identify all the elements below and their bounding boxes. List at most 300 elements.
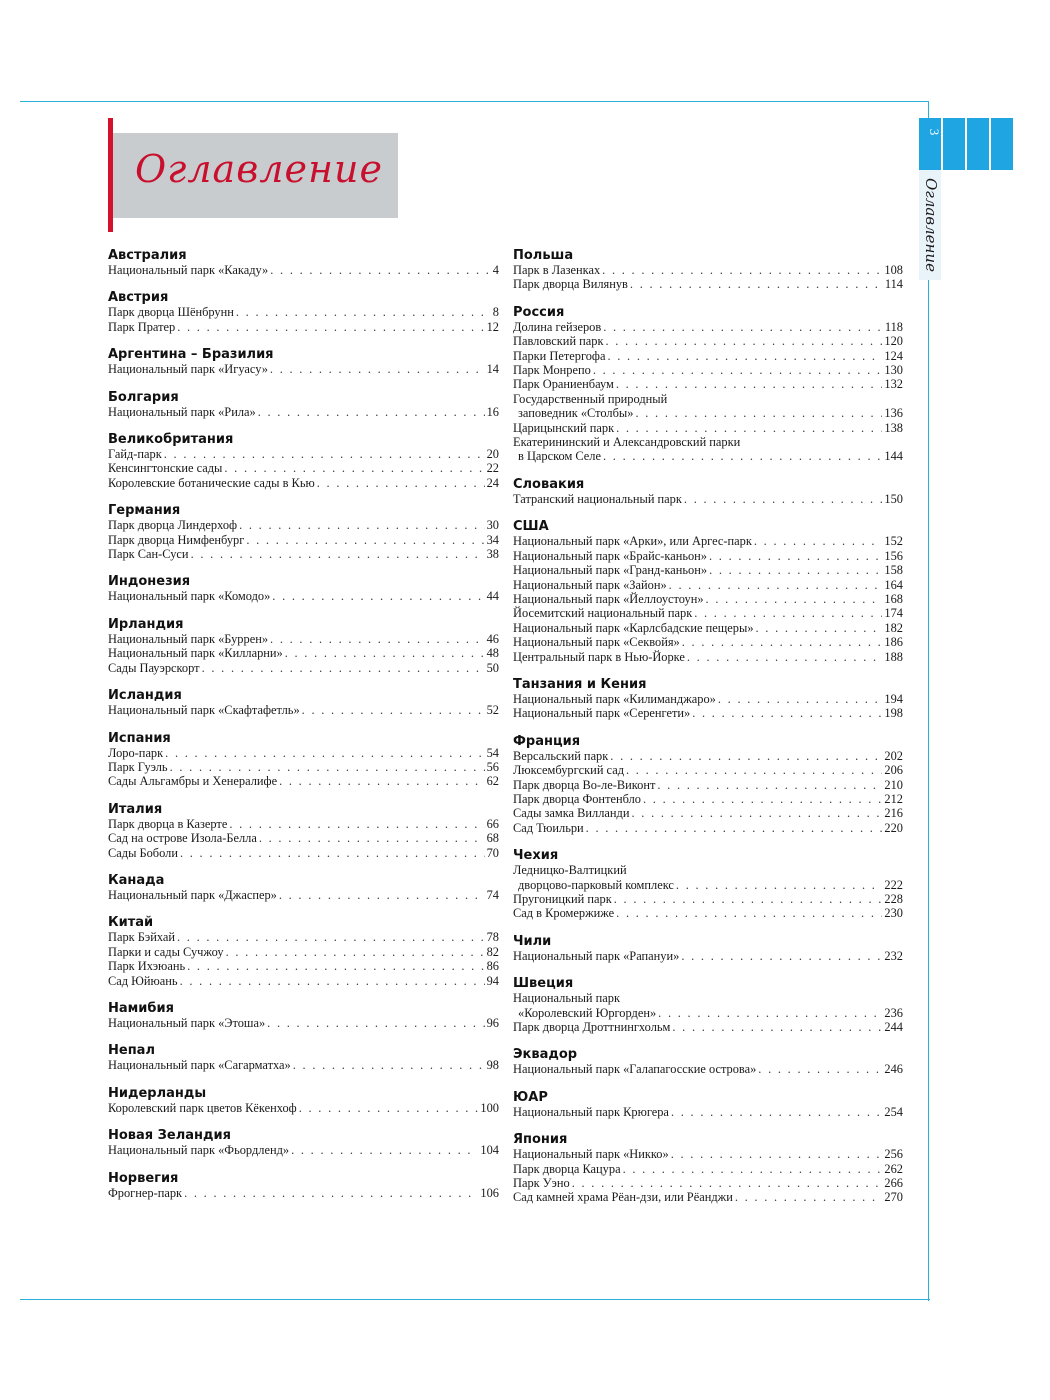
toc-entry[interactable] xyxy=(513,363,903,377)
toc-entry[interactable] xyxy=(108,974,499,988)
side-tab xyxy=(943,118,965,170)
toc-section xyxy=(108,574,499,603)
entry-title: Парк дворца Фонтенбло xyxy=(513,791,641,806)
entry-title: Лоро-парк xyxy=(108,745,164,760)
toc-entry[interactable] xyxy=(513,606,903,620)
entry-title: Национальный парк «Комодо» xyxy=(108,589,271,604)
toc-left-column xyxy=(108,248,499,1213)
entry-page-number: 16 xyxy=(486,404,499,419)
dot-leader xyxy=(643,792,882,806)
toc-entry[interactable] xyxy=(108,1186,499,1200)
dot-leader xyxy=(170,760,485,774)
toc-section xyxy=(108,1171,499,1200)
side-tab xyxy=(991,118,1013,170)
toc-entry[interactable] xyxy=(513,806,903,820)
toc-entry[interactable] xyxy=(513,549,903,563)
country-heading: ЮАР xyxy=(513,1089,548,1105)
toc-entry[interactable] xyxy=(513,578,903,592)
entry-title: Парк дворца Шёнбрунн xyxy=(108,305,234,320)
toc-entry[interactable] xyxy=(108,760,499,774)
entry-page-number: 198 xyxy=(884,706,903,721)
entry-title: Национальный парк «Галапагосские острова» xyxy=(513,1062,757,1077)
entry-title: Люксембургский сад xyxy=(513,763,625,778)
entry-title: Версальский парк xyxy=(513,748,609,763)
country-heading: Чили xyxy=(513,933,552,949)
entry-title: Национальный парк «Арки», или Аргес-парк xyxy=(513,534,752,549)
entry-page-number: 100 xyxy=(480,1100,499,1115)
toc-section xyxy=(108,731,499,789)
entry-page-number: 138 xyxy=(884,420,903,435)
toc-entry[interactable] xyxy=(513,1147,903,1161)
toc-entry[interactable] xyxy=(108,447,499,461)
entry-page-number: 96 xyxy=(486,1015,499,1030)
dot-leader xyxy=(229,817,484,831)
entry-page-number: 168 xyxy=(884,591,903,606)
country-heading: Болгария xyxy=(108,389,179,405)
entry-title: Национальный парк «Йеллоустоун» xyxy=(513,591,704,606)
side-section-label: Оглавление xyxy=(922,178,940,272)
toc-section xyxy=(513,848,903,921)
toc-entry[interactable] xyxy=(513,1006,903,1020)
toc-section xyxy=(513,734,903,835)
toc-entry[interactable] xyxy=(513,892,903,906)
toc-entry[interactable] xyxy=(513,334,903,348)
entry-page-number: 48 xyxy=(486,646,499,661)
toc-entry[interactable] xyxy=(108,945,499,959)
toc-entry[interactable] xyxy=(513,1020,903,1034)
entry-title: Национальный парк «Рила» xyxy=(108,404,256,419)
dot-leader xyxy=(616,906,882,920)
toc-entry[interactable] xyxy=(108,632,499,646)
toc-entry[interactable] xyxy=(513,821,903,835)
dot-leader xyxy=(224,461,484,475)
entry-page-number: 270 xyxy=(884,1190,903,1205)
dot-leader xyxy=(285,646,485,660)
toc-entry[interactable] xyxy=(108,476,499,490)
entry-title: Парк Пратер xyxy=(108,319,176,334)
country-heading: Китай xyxy=(108,915,154,931)
toc-entry[interactable] xyxy=(108,817,499,831)
entry-page-number: 98 xyxy=(486,1058,499,1073)
entry-page-number: 86 xyxy=(486,959,499,974)
entry-title: Парк Ихэюань xyxy=(108,959,186,974)
dot-leader xyxy=(694,606,882,620)
country-heading: Испания xyxy=(108,730,171,746)
entry-title: Кенсингтонские сады xyxy=(108,461,223,476)
dot-leader xyxy=(623,1162,883,1176)
entry-page-number: 4 xyxy=(492,263,499,277)
entry-page-number: 114 xyxy=(884,277,903,292)
entry-page-number: 52 xyxy=(486,703,499,718)
entry-title: дворцово-парковый комплекс xyxy=(518,877,674,892)
entry-title: Сад камней храма Рёан-дзи, или Рёанджи xyxy=(513,1190,733,1205)
dot-leader xyxy=(270,632,485,646)
entry-page-number: 38 xyxy=(486,547,499,562)
dot-leader xyxy=(602,263,882,277)
entry-title: Национальный парк «Брайс-каньон» xyxy=(513,548,708,563)
toc-entry[interactable] xyxy=(513,949,903,963)
toc-entry[interactable] xyxy=(108,405,499,419)
toc-entry[interactable] xyxy=(108,646,499,660)
country-heading: Австрия xyxy=(108,290,169,306)
entry-page-number: 220 xyxy=(884,820,903,835)
toc-entry[interactable] xyxy=(513,692,903,706)
entry-title: Парк в Лазенках xyxy=(513,263,601,277)
dot-leader xyxy=(616,421,882,435)
entry-page-number: 46 xyxy=(486,631,499,646)
entry-page-number: 132 xyxy=(884,377,903,392)
country-heading: Австралия xyxy=(108,248,187,263)
entry-page-number: 194 xyxy=(884,691,903,706)
toc-entry[interactable] xyxy=(108,888,499,902)
entry-page-number: 186 xyxy=(884,635,903,650)
dot-leader xyxy=(180,846,485,860)
entry-title: Национальный парк «Карлсбадские пещеры» xyxy=(513,620,754,635)
toc-entry[interactable] xyxy=(513,635,903,649)
country-heading: Эквадор xyxy=(513,1047,578,1063)
entry-title: Национальный парк «Фьордленд» xyxy=(108,1143,290,1158)
country-heading: Россия xyxy=(513,304,565,320)
toc-section xyxy=(513,976,903,1034)
toc-section xyxy=(513,305,903,464)
entry-page-number: 182 xyxy=(884,620,903,635)
entry-page-number: 230 xyxy=(884,906,903,921)
toc-entry[interactable] xyxy=(513,749,903,763)
toc-entry[interactable] xyxy=(108,1058,499,1072)
frame-right-line xyxy=(928,101,929,1301)
entry-title: Татранский национальный парк xyxy=(513,491,682,506)
toc-entry[interactable] xyxy=(513,406,903,420)
toc-entry[interactable] xyxy=(108,661,499,675)
country-heading: Новая Зеландия xyxy=(108,1128,231,1144)
toc-entry[interactable] xyxy=(513,706,903,720)
dot-leader xyxy=(191,547,485,561)
dot-leader xyxy=(610,749,882,763)
entry-page-number: 222 xyxy=(884,877,903,892)
dot-leader xyxy=(631,806,882,820)
toc-section xyxy=(108,688,499,717)
dot-leader xyxy=(291,1143,478,1157)
toc-entry[interactable] xyxy=(108,1016,499,1030)
entry-title: Национальный парк «Сагарматха» xyxy=(108,1058,291,1073)
dot-leader xyxy=(270,263,491,277)
dot-leader xyxy=(758,1062,882,1076)
toc-entry[interactable] xyxy=(513,421,903,435)
toc-entry[interactable] xyxy=(513,320,903,334)
dot-leader xyxy=(267,1016,484,1030)
entry-page-number: 54 xyxy=(486,745,499,760)
toc-section xyxy=(108,802,499,860)
entry-title: Сад Тюильри xyxy=(513,820,584,835)
toc-entry[interactable] xyxy=(513,263,903,277)
toc-entry[interactable] xyxy=(108,461,499,475)
toc-entry[interactable] xyxy=(108,1101,499,1115)
entry-page-number: 158 xyxy=(884,563,903,578)
entry-title: Парки и сады Сучжоу xyxy=(108,944,224,959)
entry-page-number: 130 xyxy=(884,363,903,378)
entry-title: Парк дворца в Казерте xyxy=(108,816,228,831)
toc-entry[interactable] xyxy=(513,1176,903,1190)
toc-entry-line: Ледницко-Валтицкий xyxy=(513,863,627,878)
entry-page-number: 24 xyxy=(486,475,499,490)
toc-entry[interactable] xyxy=(513,1105,903,1119)
entry-title: Парк Уэно xyxy=(513,1176,570,1191)
toc-entry[interactable] xyxy=(513,277,903,291)
toc-entry[interactable] xyxy=(108,774,499,788)
dot-leader xyxy=(603,449,882,463)
country-heading: Аргентина – Бразилия xyxy=(108,347,274,363)
toc-entry[interactable] xyxy=(108,589,499,603)
toc-entry[interactable] xyxy=(108,1143,499,1157)
toc-entry[interactable] xyxy=(108,305,499,319)
entry-title: Национальный парк «Гранд-каньон» xyxy=(513,563,708,578)
dot-leader xyxy=(572,1176,883,1190)
page-number: 3 xyxy=(927,128,942,136)
entry-page-number: 174 xyxy=(884,606,903,621)
entry-title: Парк дворца Линдерхоф xyxy=(108,518,238,533)
toc-section xyxy=(513,1132,903,1205)
toc-entry[interactable] xyxy=(513,449,903,463)
entry-title: Национальный парк «Килларни» xyxy=(108,646,283,661)
frame-bottom-line xyxy=(20,1299,930,1300)
toc-section xyxy=(513,477,903,506)
entry-page-number: 124 xyxy=(884,348,903,363)
entry-title: Сады Пауэрскорт xyxy=(108,660,200,675)
dot-leader xyxy=(687,650,883,664)
entry-title: Парк Монрепо xyxy=(513,363,591,378)
entry-title: Парк дворца Дроттнингхольм xyxy=(513,1020,671,1035)
toc-entry[interactable] xyxy=(108,846,499,860)
country-heading: Исландия xyxy=(108,688,182,704)
entry-title: Центральный парк в Нью-Йорке xyxy=(513,649,685,664)
dot-leader xyxy=(258,405,485,419)
entry-title: Гайд-парк xyxy=(108,447,162,462)
dot-leader xyxy=(299,1101,479,1115)
toc-entry[interactable] xyxy=(513,377,903,391)
dot-leader xyxy=(302,703,485,717)
toc-entry[interactable] xyxy=(513,492,903,506)
dot-leader xyxy=(616,377,883,391)
dot-leader xyxy=(672,1020,882,1034)
toc-section xyxy=(108,347,499,376)
dot-leader xyxy=(177,320,484,334)
toc-section xyxy=(108,915,499,988)
toc-entry[interactable] xyxy=(513,778,903,792)
dot-leader xyxy=(671,1105,882,1119)
toc-entry[interactable] xyxy=(108,263,499,277)
dot-leader xyxy=(164,447,485,461)
toc-entry[interactable] xyxy=(513,763,903,777)
entry-page-number: 94 xyxy=(486,973,499,988)
dot-leader xyxy=(586,821,883,835)
country-heading: Словакия xyxy=(513,476,585,492)
toc-entry[interactable] xyxy=(513,906,903,920)
toc-entry[interactable] xyxy=(108,746,499,760)
dot-leader xyxy=(635,406,882,420)
country-heading: Непал xyxy=(108,1043,155,1059)
country-heading: Индонезия xyxy=(108,574,191,590)
entry-page-number: 30 xyxy=(486,518,499,533)
entry-page-number: 164 xyxy=(884,577,903,592)
dot-leader xyxy=(177,930,485,944)
toc-section xyxy=(513,519,903,664)
toc-entry[interactable] xyxy=(108,362,499,376)
dot-leader xyxy=(236,305,491,319)
entry-title: Павловский парк xyxy=(513,334,604,349)
dot-leader xyxy=(293,1058,485,1072)
toc-section xyxy=(108,248,499,277)
dot-leader xyxy=(754,534,883,548)
toc-section xyxy=(108,503,499,561)
entry-title: Национальный парк Крюгера xyxy=(513,1104,669,1119)
dot-leader xyxy=(165,746,484,760)
dot-leader xyxy=(671,1147,883,1161)
entry-title: Национальный парк «Секвойя» xyxy=(513,635,680,650)
dot-leader xyxy=(692,706,882,720)
toc-entry[interactable] xyxy=(513,878,903,892)
entry-title: Национальный парк «Килиманджаро» xyxy=(513,691,716,706)
entry-title: Парк дворца Нимфенбург xyxy=(108,532,245,547)
dot-leader xyxy=(676,878,883,892)
toc-entry[interactable] xyxy=(108,959,499,973)
toc-entry[interactable] xyxy=(108,518,499,532)
toc-entry[interactable] xyxy=(513,563,903,577)
country-heading: Польша xyxy=(513,248,574,263)
dot-leader xyxy=(606,334,883,348)
toc-section xyxy=(108,432,499,490)
entry-page-number: 62 xyxy=(486,774,499,789)
dot-leader xyxy=(626,763,882,777)
entry-title: Царицынский парк xyxy=(513,420,615,435)
entry-page-number: 246 xyxy=(884,1062,903,1077)
country-heading: Танзания и Кения xyxy=(513,676,647,692)
dot-leader xyxy=(630,277,883,291)
toc-entry[interactable] xyxy=(513,1190,903,1204)
entry-page-number: 232 xyxy=(884,948,903,963)
toc-entry[interactable] xyxy=(108,703,499,717)
entry-page-number: 70 xyxy=(486,845,499,860)
dot-leader xyxy=(669,578,883,592)
entry-title: Королевский парк цветов Кёкенхоф xyxy=(108,1100,297,1115)
entry-title: Национальный парк «Буррен» xyxy=(108,631,269,646)
entry-title: Парк Сан-Суси xyxy=(108,547,189,562)
toc-entry[interactable] xyxy=(108,320,499,334)
toc-entry[interactable] xyxy=(513,1162,903,1176)
toc-section xyxy=(108,617,499,675)
entry-page-number: 68 xyxy=(486,831,499,846)
toc-entry[interactable] xyxy=(513,349,903,363)
entry-page-number: 150 xyxy=(884,491,903,506)
entry-page-number: 44 xyxy=(486,589,499,604)
entry-title: Сады Боболи xyxy=(108,845,178,860)
entry-title: Парки Петергофа xyxy=(513,348,606,363)
dot-leader xyxy=(681,949,882,963)
entry-page-number: 8 xyxy=(492,305,499,320)
entry-title: Парк Ораниенбаум xyxy=(513,377,614,392)
dot-leader xyxy=(279,888,485,902)
toc-entry[interactable] xyxy=(513,592,903,606)
country-heading: Великобритания xyxy=(108,432,234,448)
entry-title: Сады замка Вилланди xyxy=(513,806,630,821)
entry-title: Национальный парк «Рапануи» xyxy=(513,948,680,963)
country-heading: США xyxy=(513,519,549,535)
entry-title: Сады Альгамбры и Хенералифе xyxy=(108,774,278,789)
toc-right-column xyxy=(513,248,903,1218)
toc-entry[interactable] xyxy=(513,792,903,806)
toc-entry[interactable] xyxy=(108,930,499,944)
dot-leader xyxy=(272,589,484,603)
toc-entry-line: Национальный парк xyxy=(513,991,621,1006)
entry-page-number: 106 xyxy=(480,1185,499,1200)
toc-section xyxy=(513,677,903,721)
dot-leader xyxy=(603,320,883,334)
entry-title: Национальный парк «Какаду» xyxy=(108,263,269,277)
entry-title: Парк дворца Кацура xyxy=(513,1161,621,1176)
toc-section xyxy=(108,390,499,419)
entry-page-number: 56 xyxy=(486,759,499,774)
toc-entry[interactable] xyxy=(108,547,499,561)
dot-leader xyxy=(246,533,484,547)
entry-page-number: 120 xyxy=(884,334,903,349)
toc-entry[interactable] xyxy=(513,534,903,548)
entry-title: Парк Бэйхай xyxy=(108,930,175,945)
dot-leader xyxy=(202,661,485,675)
entry-title: «Королевский Юргорден» xyxy=(518,1005,657,1020)
entry-title: Национальный парк «Игуасу» xyxy=(108,362,268,377)
entry-title: Сад на острове Изола-Белла xyxy=(108,831,257,846)
toc-section xyxy=(108,290,499,334)
entry-page-number: 108 xyxy=(884,263,903,277)
toc-entry[interactable] xyxy=(513,621,903,635)
entry-page-number: 256 xyxy=(884,1147,903,1162)
dot-leader xyxy=(259,831,485,845)
frame-top-line xyxy=(20,101,928,102)
entry-page-number: 206 xyxy=(884,763,903,778)
toc-section xyxy=(513,934,903,963)
entry-page-number: 104 xyxy=(480,1143,499,1158)
entry-title: Национальный парк «Скафтафетль» xyxy=(108,703,300,718)
country-heading: Чехия xyxy=(513,848,559,864)
dot-leader xyxy=(756,621,883,635)
toc-section xyxy=(513,1047,903,1076)
toc-entry[interactable] xyxy=(513,650,903,664)
toc-section xyxy=(108,1043,499,1072)
entry-page-number: 50 xyxy=(486,660,499,675)
entry-title: Сад в Кромержиже xyxy=(513,906,615,921)
entry-title: Национальный парк «Никко» xyxy=(513,1147,669,1162)
entry-page-number: 210 xyxy=(884,777,903,792)
entry-title: в Царском Селе xyxy=(518,449,601,464)
toc-entry-line: Екатерининский и Александровский парки xyxy=(513,435,741,450)
country-heading: Нидерланды xyxy=(108,1085,207,1101)
dot-leader xyxy=(658,1006,882,1020)
toc-entry[interactable] xyxy=(108,533,499,547)
entry-page-number: 266 xyxy=(884,1176,903,1191)
toc-section xyxy=(108,1001,499,1030)
dot-leader xyxy=(317,476,485,490)
dot-leader xyxy=(279,774,485,788)
dot-leader xyxy=(187,959,485,973)
entry-page-number: 228 xyxy=(884,892,903,906)
entry-title: Королевские ботанические сады в Кью xyxy=(108,475,315,490)
country-heading: Ирландия xyxy=(108,616,184,632)
toc-entry[interactable] xyxy=(108,831,499,845)
dot-leader xyxy=(682,635,883,649)
entry-title: Парк дворца Во-ле-Виконт xyxy=(513,777,656,792)
toc-entry[interactable] xyxy=(513,1062,903,1076)
side-tab-page xyxy=(919,118,941,170)
entry-page-number: 212 xyxy=(884,791,903,806)
